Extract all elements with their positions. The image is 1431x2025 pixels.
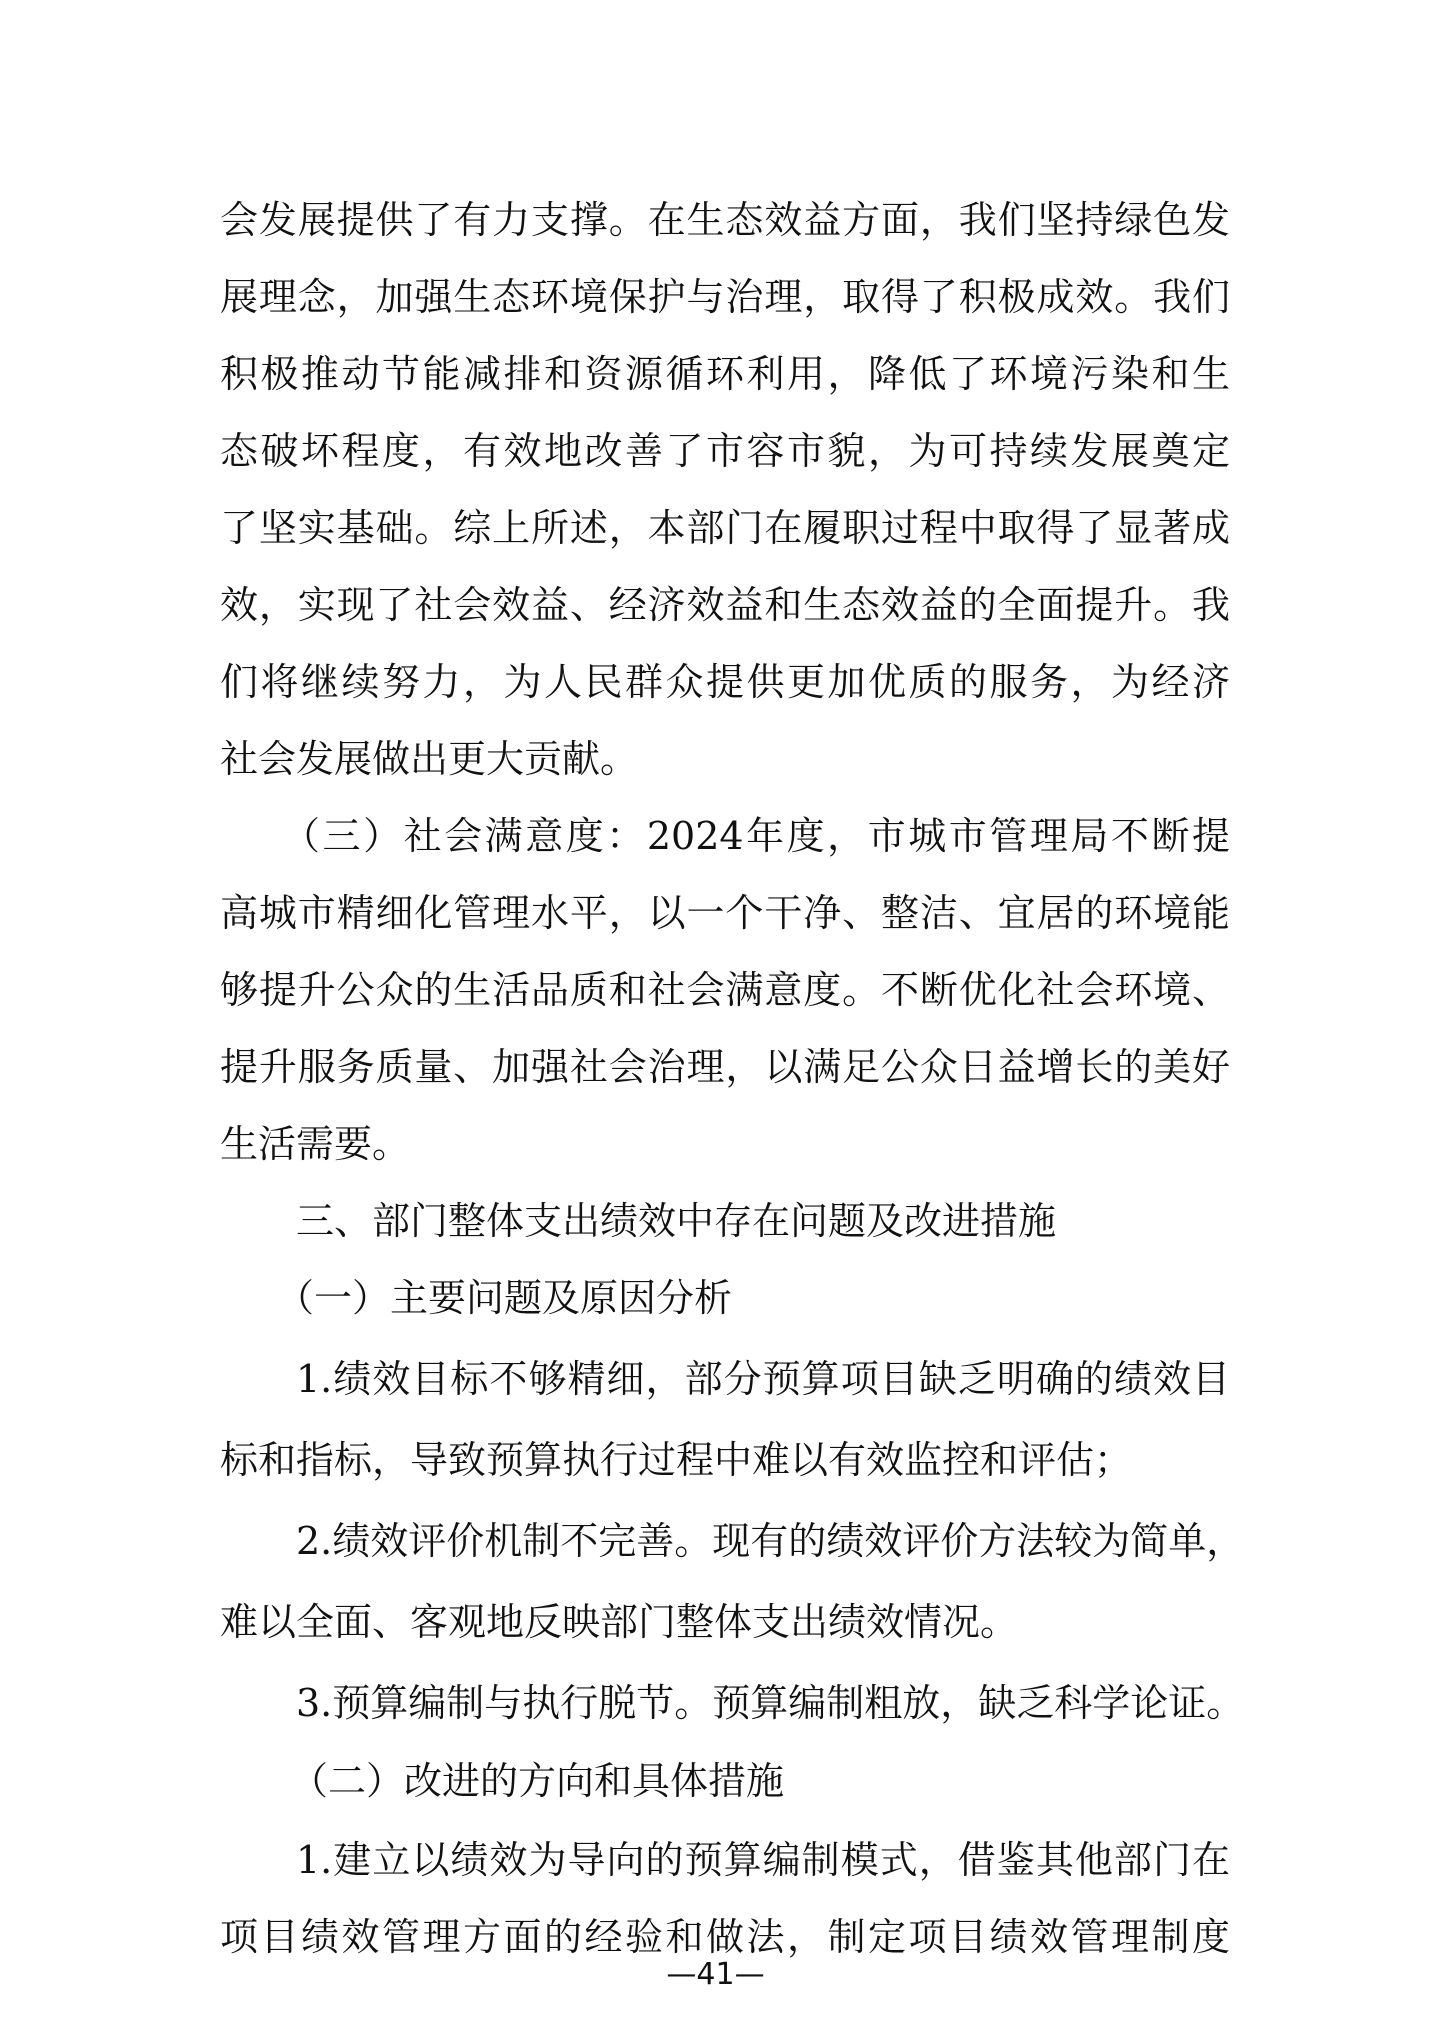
paragraph-line: 生活需要。 — [220, 1122, 411, 1166]
list-item-line: 标和指标，导致预算执行过程中难以有效监控和评估； — [220, 1438, 1133, 1482]
section-heading: 三、部门整体支出绩效中存在问题及改进措施 — [296, 1199, 1057, 1243]
paragraph-line: 高城市精细化管理水平，以一个干净、整洁、宜居的环境能 — [220, 891, 1230, 935]
paragraph-line: 展理念，加强生态环境保护与治理，取得了积极成效。我们 — [220, 275, 1230, 319]
list-item-line: 3.预算编制与执行脱节。预算编制粗放，缺乏科学论证。 — [296, 1681, 1245, 1725]
paragraph-line: 积极推动节能减排和资源循环利用，降低了环境污染和生 — [220, 352, 1230, 396]
subsection-heading: （二）改进的方向和具体措施 — [290, 1759, 785, 1803]
paragraph-line: 了坚实基础。综上所述，本部门在履职过程中取得了显著成 — [220, 506, 1230, 550]
list-item-line: 难以全面、客观地反映部门整体支出绩效情况。 — [220, 1600, 1019, 1644]
subsection-heading: （一）主要问题及原因分析 — [276, 1276, 733, 1320]
paragraph-line: 够提升公众的生活品质和社会满意度。不断优化社会环境、 — [220, 968, 1230, 1012]
paragraph-line: 效，实现了社会效益、经济效益和生态效益的全面提升。我 — [220, 583, 1230, 627]
paragraph-line: 态破坏程度，有效地改善了市容市貌，为可持续发展奠定 — [220, 429, 1230, 473]
list-item-line: 1.绩效目标不够精细，部分预算项目缺乏明确的绩效目 — [296, 1357, 1230, 1401]
paragraph-line: 提升服务质量、加强社会治理，以满足公众日益增长的美好 — [220, 1045, 1230, 1089]
list-item-line: 项目绩效管理方面的经验和做法，制定项目绩效管理制度 — [220, 1915, 1230, 1959]
list-item-line: 2.绩效评价机制不完善。现有的绩效评价方法较为简单， — [296, 1519, 1245, 1563]
paragraph-line: 们将继续努力，为人民群众提供更加优质的服务，为经济 — [220, 660, 1230, 704]
paragraph-line: （三）社会满意度：2024年度，市城市管理局不断提 — [282, 814, 1230, 858]
list-item-line: 1.建立以绩效为导向的预算编制模式，借鉴其他部门在 — [296, 1838, 1230, 1882]
page-number: —41— — [666, 1957, 765, 1992]
paragraph-line: 社会发展做出更大贡献。 — [220, 737, 639, 781]
paragraph-line: 会发展提供了有力支撑。在生态效益方面，我们坚持绿色发 — [220, 198, 1230, 242]
